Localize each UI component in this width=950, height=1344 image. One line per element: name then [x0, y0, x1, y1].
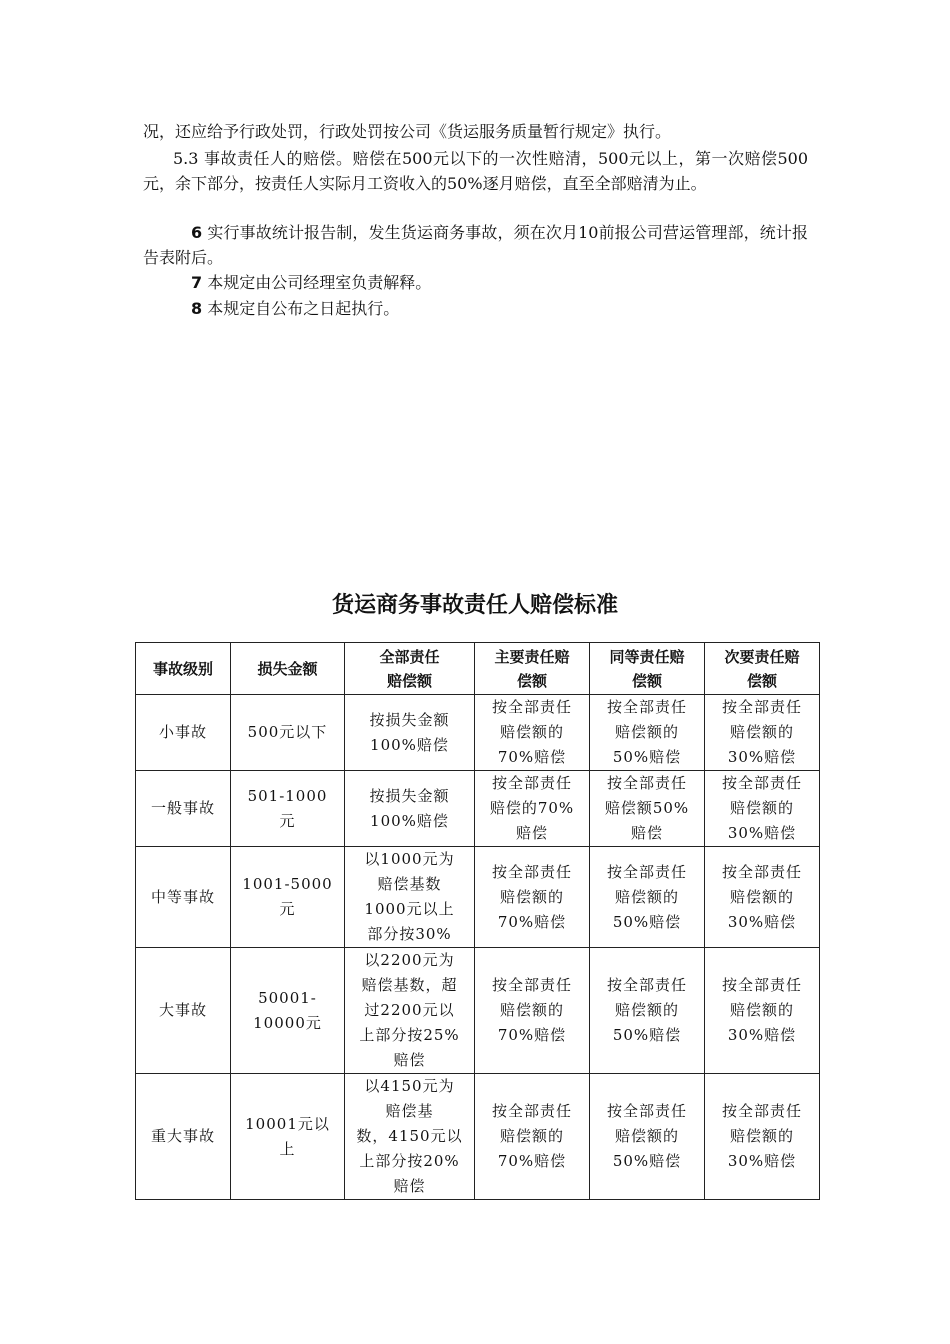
cell-text: 部分按30% — [367, 925, 452, 943]
column-header — [590, 643, 705, 695]
cell-text: 赔偿 — [393, 1051, 426, 1069]
header-text: 事故级别 — [152, 659, 213, 678]
table-cell — [136, 948, 231, 1074]
cell-text: 500元以下 — [247, 723, 328, 741]
table-cell — [231, 771, 345, 847]
cell-text: 100%赔偿 — [370, 811, 449, 830]
cell-text: 赔偿基 — [385, 1102, 434, 1120]
cell-text: 70%赔偿 — [497, 1026, 567, 1044]
table-cell — [345, 847, 475, 948]
cell-text: 过2200元以 — [364, 1001, 455, 1019]
paragraph-8 — [143, 296, 808, 321]
clause-number: 7 — [191, 273, 203, 292]
cell-text: 按损失金额 — [369, 786, 450, 805]
table-row — [136, 1074, 820, 1200]
table-row — [136, 948, 820, 1074]
table-cell — [345, 771, 475, 847]
cell-text: 按全部责任 — [721, 976, 802, 994]
column-header — [475, 643, 590, 695]
cell-text: 小事故 — [158, 723, 207, 741]
cell-text: 按全部责任 — [721, 698, 802, 716]
cell-text: 赔偿的70% — [489, 799, 575, 817]
table-cell — [231, 847, 345, 948]
cell-text: 赔偿 — [515, 824, 548, 842]
cell-text: 按全部责任 — [606, 1102, 687, 1120]
table-cell — [231, 695, 345, 771]
table-cell — [590, 948, 705, 1074]
table-cell — [590, 847, 705, 948]
cell-text: 50%赔偿 — [612, 1152, 682, 1170]
column-header — [136, 643, 231, 695]
table-row — [136, 847, 820, 948]
cell-text: 按全部责任 — [721, 1102, 802, 1120]
cell-text: 赔偿 — [393, 1177, 426, 1195]
cell-text: 1001-5000 — [242, 875, 333, 893]
table-cell — [475, 771, 590, 847]
clause-number: 8 — [191, 299, 203, 318]
table-cell — [136, 771, 231, 847]
table-cell — [705, 948, 820, 1074]
cell-text: 30%赔偿 — [727, 1026, 797, 1044]
cell-text: 赔偿额的 — [614, 1001, 679, 1019]
cell-text: 按损失金额 — [369, 710, 450, 729]
cell-text: 按全部责任 — [721, 862, 802, 881]
cell-text: 按全部责任 — [606, 976, 687, 994]
cell-text: 上部分按25% — [359, 1026, 460, 1044]
cell-text: 1000元以上 — [364, 900, 455, 918]
cell-text: 10000元 — [253, 1013, 322, 1032]
cell-text: 按全部责任 — [606, 862, 687, 881]
header-text: 主要责任赔 — [494, 647, 570, 666]
table-header-row — [136, 643, 820, 695]
cell-text: 元 — [279, 811, 296, 830]
table-cell — [136, 1074, 231, 1200]
cell-text: 上 — [279, 1139, 296, 1158]
table-cell — [705, 847, 820, 948]
header-text: 偿额 — [746, 671, 777, 690]
cell-text: 30%赔偿 — [727, 1152, 797, 1170]
cell-text: 30%赔偿 — [727, 824, 797, 842]
cell-text: 70%赔偿 — [497, 748, 567, 766]
cell-text: 赔偿额的 — [729, 799, 794, 817]
table-cell — [345, 695, 475, 771]
column-header — [705, 643, 820, 695]
cell-text: 赔偿额的 — [614, 723, 679, 741]
column-header — [231, 643, 345, 695]
table-cell — [590, 1074, 705, 1200]
table-cell — [475, 948, 590, 1074]
cell-text: 赔偿额的 — [729, 887, 794, 906]
table-cell — [475, 847, 590, 948]
cell-text: 50001- — [258, 988, 317, 1007]
cell-text: 数，4150元以 — [356, 1127, 463, 1145]
cell-text: 按全部责任 — [491, 774, 572, 792]
clause-text: 实行事故统计报告制，发生货运商务事故，须在次月10前报公司营运管理部，统计报告表附后。 — [143, 223, 808, 267]
cell-text: 70%赔偿 — [497, 1152, 567, 1170]
header-text: 次要责任赔 — [724, 647, 800, 666]
header-text: 赔偿额 — [386, 671, 432, 690]
cell-text: 赔偿额的 — [729, 1127, 794, 1145]
cell-text: 按全部责任 — [491, 1102, 572, 1120]
cell-text: 赔偿基数 — [377, 875, 442, 893]
cell-text: 赔偿额的 — [729, 723, 794, 741]
cell-text: 501-1000 — [247, 786, 328, 805]
cell-text: 赔偿额的 — [499, 1127, 564, 1145]
paragraph-6 — [143, 220, 808, 270]
table-cell — [136, 847, 231, 948]
paragraph-5-3: 5.3 事故责任人的赔偿。赔偿在500元以下的一次性赔清，500元以上，第一次赔偿500元，余下部分，按责任人实际月工资收入的50%逐月赔偿，直至全部赔清为止。 — [143, 149, 808, 193]
cell-text: 50%赔偿 — [612, 912, 682, 931]
table-cell — [705, 1074, 820, 1200]
header-text: 同等责任赔 — [609, 647, 685, 666]
paragraph-continuation: 况，还应给予行政处罚，行政处罚按公司《货运服务质量暂行规定》执行。 — [143, 122, 672, 141]
clause-number: 6 — [191, 223, 203, 242]
cell-text: 70%赔偿 — [497, 912, 567, 931]
table-cell — [475, 695, 590, 771]
cell-text: 100%赔偿 — [370, 735, 449, 754]
clause-text: 本规定自公布之日起执行。 — [202, 299, 400, 318]
table-cell — [590, 771, 705, 847]
cell-text: 上部分按20% — [359, 1152, 460, 1170]
cell-text: 赔偿额的 — [614, 887, 679, 906]
cell-text: 赔偿额的 — [499, 1001, 564, 1019]
table-cell — [136, 695, 231, 771]
table-row — [136, 771, 820, 847]
table-cell — [345, 1074, 475, 1200]
cell-text: 以4150元为 — [364, 1077, 455, 1095]
cell-text: 赔偿额50% — [604, 799, 690, 817]
cell-text: 赔偿额的 — [614, 1127, 679, 1145]
header-text: 偿额 — [631, 671, 662, 690]
table-cell — [231, 948, 345, 1074]
cell-text: 中等事故 — [150, 887, 215, 906]
cell-text: 以2200元为 — [364, 951, 455, 969]
clause-text: 本规定由公司经理室负责解释。 — [202, 273, 432, 292]
cell-text: 10001元以 — [245, 1114, 330, 1133]
table-cell — [345, 948, 475, 1074]
cell-text: 赔偿额的 — [499, 887, 564, 906]
cell-text: 按全部责任 — [491, 976, 572, 994]
cell-text: 重大事故 — [150, 1127, 215, 1145]
table-cell — [475, 1074, 590, 1200]
cell-text: 30%赔偿 — [727, 748, 797, 766]
cell-text: 30%赔偿 — [727, 912, 797, 931]
cell-text: 赔偿基数，超 — [361, 976, 458, 994]
cell-text: 以1000元为 — [364, 850, 455, 868]
table-cell — [231, 1074, 345, 1200]
cell-text: 50%赔偿 — [612, 748, 682, 766]
cell-text: 大事故 — [158, 1001, 207, 1019]
compensation-table — [135, 642, 820, 1200]
paragraph-7 — [143, 270, 808, 295]
cell-text: 按全部责任 — [606, 774, 687, 792]
cell-text: 按全部责任 — [491, 698, 572, 716]
cell-text: 按全部责任 — [606, 698, 687, 716]
cell-text: 按全部责任 — [721, 774, 802, 792]
cell-text: 元 — [279, 900, 296, 918]
cell-text: 赔偿额的 — [729, 1001, 794, 1019]
table-cell — [590, 695, 705, 771]
header-text: 偿额 — [516, 671, 547, 690]
cell-text: 按全部责任 — [491, 862, 572, 881]
table-title: 货运商务事故责任人赔偿标准 — [331, 593, 618, 618]
header-text: 全部责任 — [379, 647, 440, 666]
table-cell — [705, 695, 820, 771]
header-text: 损失金额 — [257, 659, 318, 678]
cell-text: 50%赔偿 — [612, 1026, 682, 1044]
cell-text: 赔偿 — [630, 824, 663, 842]
cell-text: 一般事故 — [150, 799, 215, 817]
column-header — [345, 643, 475, 695]
cell-text: 赔偿额的 — [499, 723, 564, 741]
table-row — [136, 695, 820, 771]
table-cell — [705, 771, 820, 847]
